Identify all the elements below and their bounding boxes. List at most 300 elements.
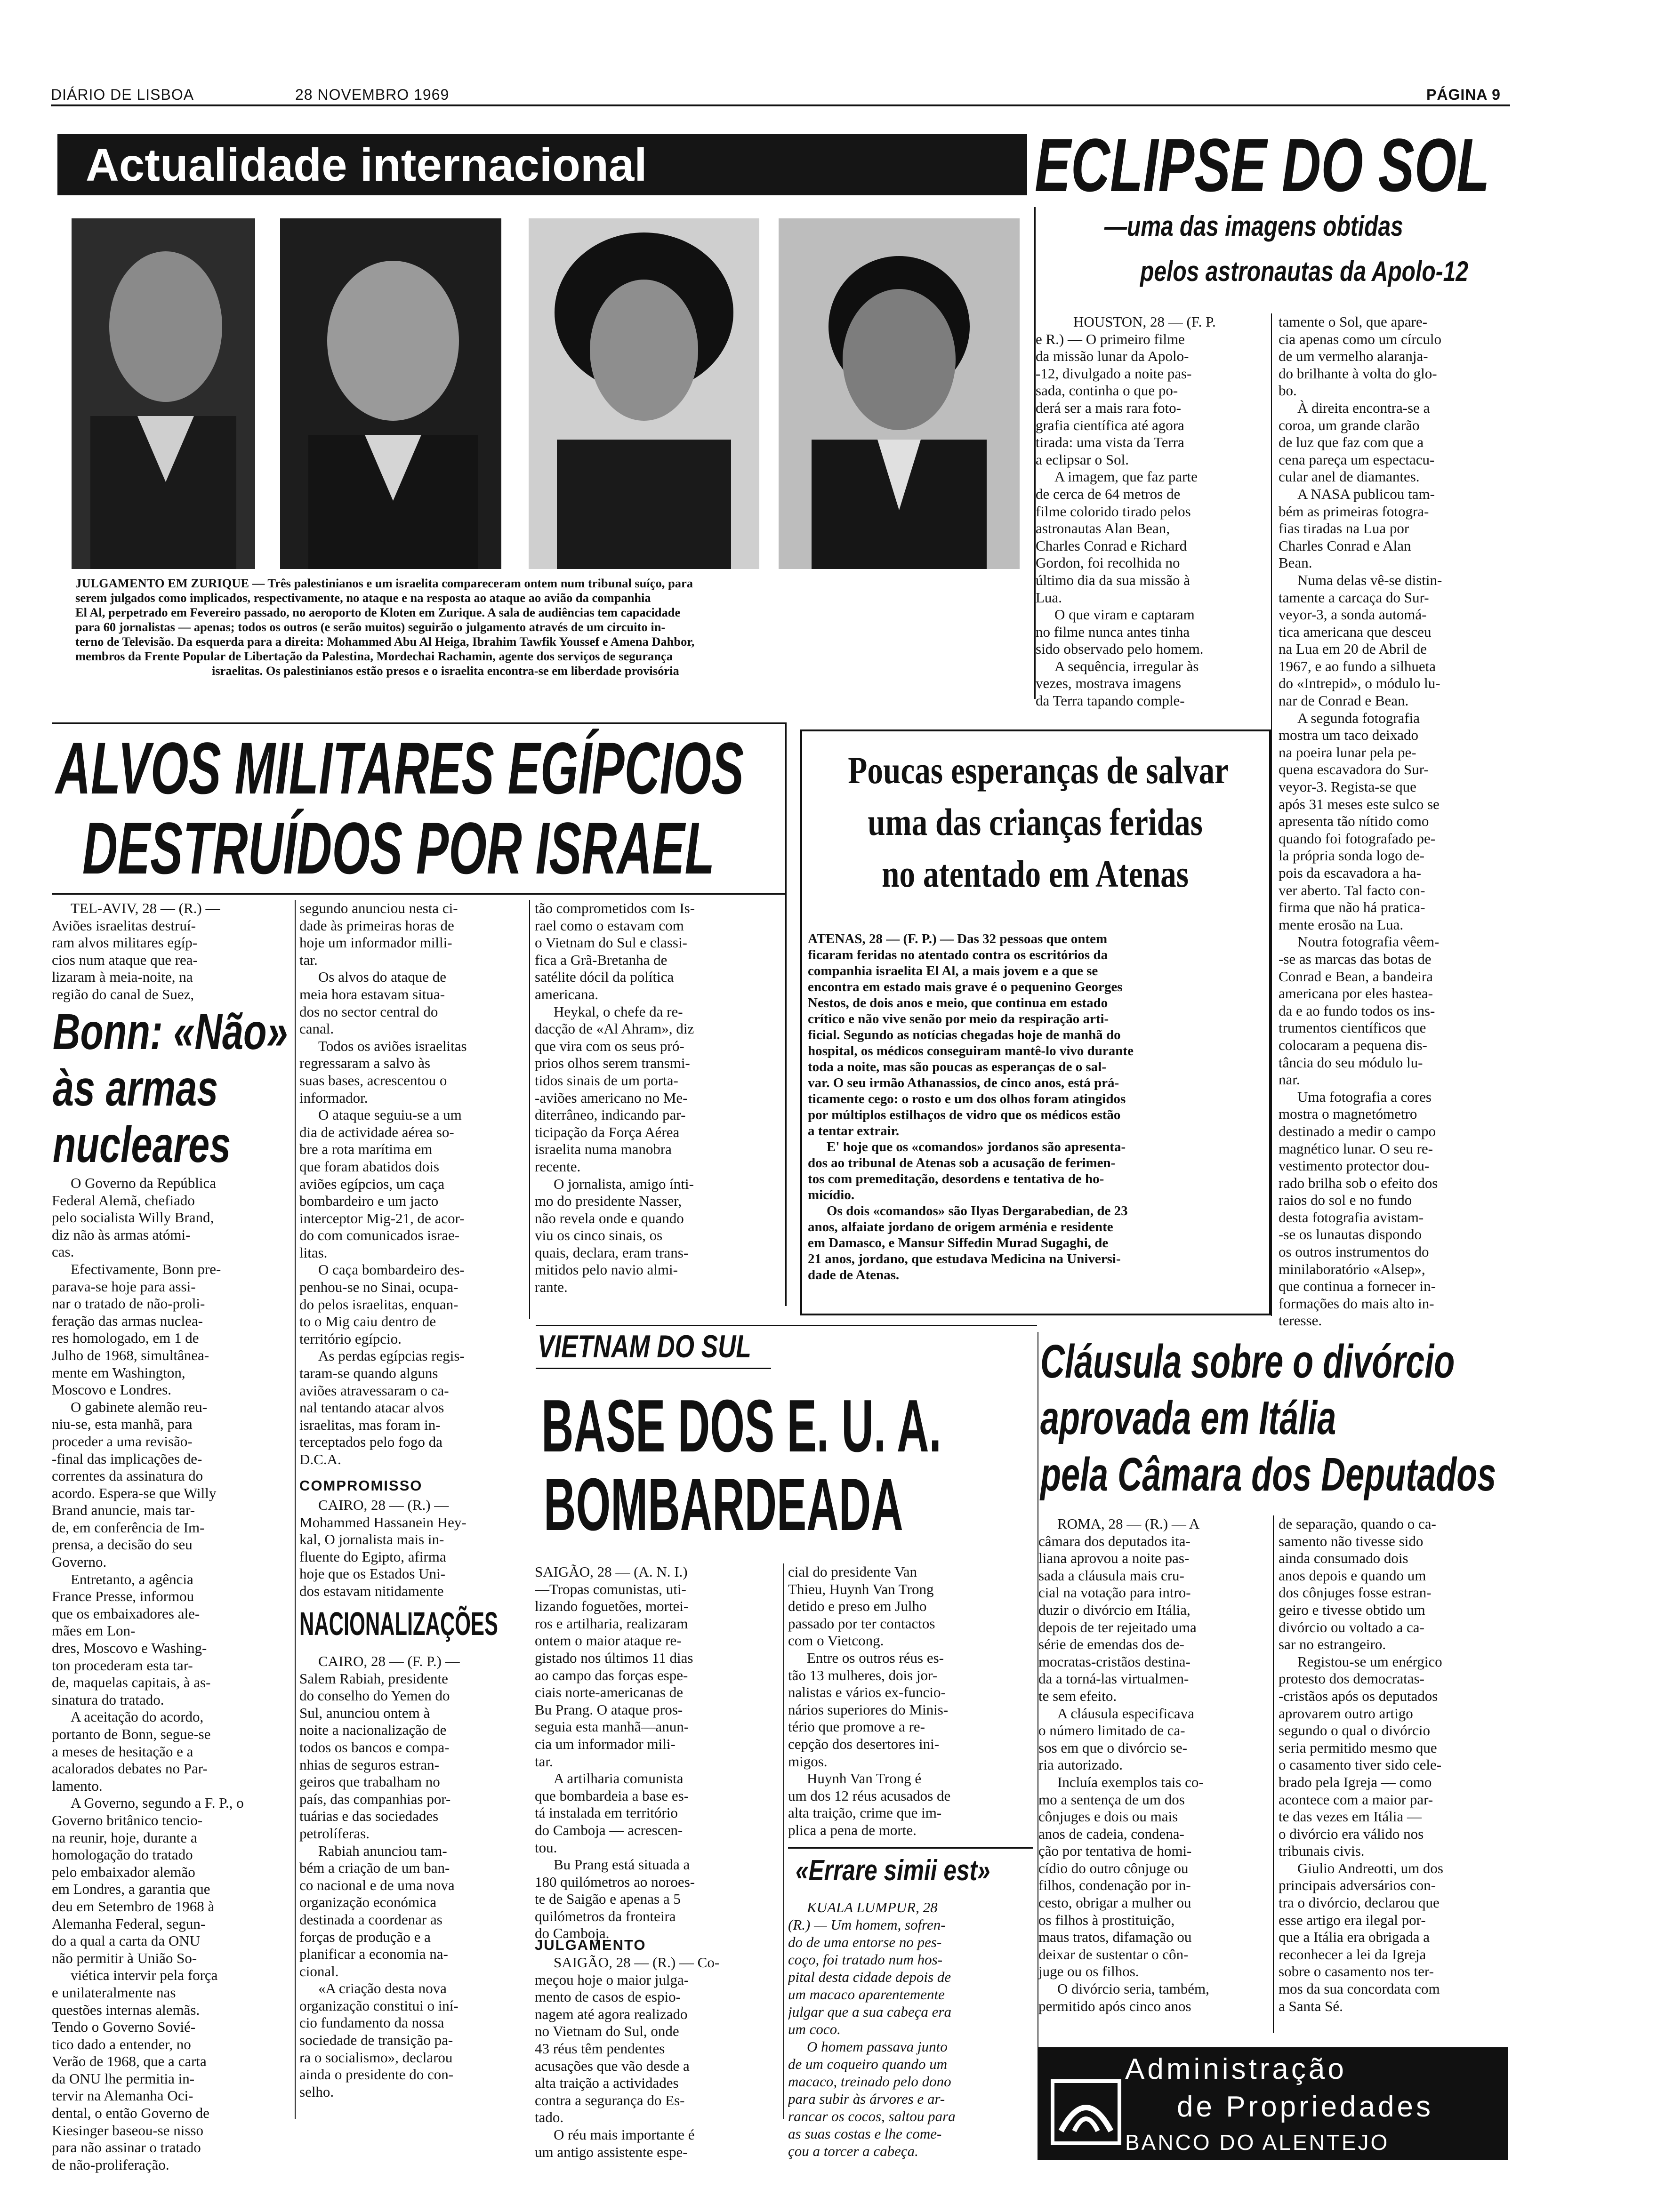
text-line: A Governo, segundo a F. P., o	[71, 1795, 244, 1811]
text-line: por múltiplos estilhaços de vidro que os médicos estão	[808, 1107, 1121, 1122]
text-line: sobre o casamento nos ter-	[1279, 1963, 1434, 1980]
text-line: e unilateralmente nas	[52, 1984, 176, 2001]
text-line: para não assinar o tratado	[52, 2139, 201, 2156]
text-line: feração das armas nuclea-	[52, 1312, 203, 1329]
text-line: do brilhante à volta do glo-	[1279, 365, 1437, 382]
text-line: cônjuges e dois ou mais	[1038, 1808, 1178, 1825]
text-line: da missão lunar da Apolo-	[1036, 348, 1189, 365]
text-line: hoje um informador milli-	[299, 934, 452, 951]
column-rule	[529, 900, 530, 1319]
issue-date: 28 NOVEMBRO 1969	[295, 86, 450, 103]
vietnam-headline-line1: BASE DOS E. U. A.	[541, 1385, 941, 1467]
text-line: ria autorizado.	[1038, 1756, 1123, 1773]
text-line: CAIRO, 28 — (F. P.) —	[318, 1653, 460, 1669]
divorcio-column-1	[1038, 1515, 1269, 2015]
text-line: Thieu, Huynh Van Trong	[788, 1580, 934, 1597]
nacionalizacoes-subhead: NACIONALIZAÇÕES	[299, 1605, 498, 1642]
text-line: dia de actividade aérea so-	[299, 1123, 454, 1140]
text-line: O réu mais importante é	[554, 2126, 695, 2143]
text-line: ficaram feridas no atentado contra os escritórios da	[808, 947, 1108, 962]
text-line: tos com premeditação, desordens e tentativa de ho-	[808, 1171, 1104, 1186]
text-line: sada, continha o que po-	[1036, 382, 1178, 399]
text-line: cia um informador mili-	[535, 1735, 676, 1752]
text-line: encontra em estado mais grave é o pequenino Georges	[808, 979, 1123, 994]
text-line: a Santa Sé.	[1279, 1997, 1343, 2014]
text-line: samento não tivesse sido	[1279, 1532, 1424, 1549]
text-line: toda a noite, mas são poucas as esperanças de o sal-	[808, 1059, 1106, 1074]
israel-column-2	[299, 900, 525, 1468]
text-line: tervir na Alemanha Oci-	[52, 2087, 193, 2104]
text-line: acusações que vão desde a	[535, 2057, 690, 2074]
atenas-headline	[807, 745, 1263, 900]
text-line: satélite dócil da política	[535, 969, 674, 986]
text-line: petrolíferas.	[299, 1825, 370, 1842]
nacionalizacoes-body	[299, 1653, 525, 2100]
text-line: ao campo das forças espe-	[535, 1667, 688, 1683]
text-line: anos, alfaiate jordano de origem arménia e residente	[808, 1219, 1113, 1234]
text-line: «A criação desta nova	[318, 1980, 447, 1997]
text-line: dos estavam nitidamente	[299, 1582, 444, 1599]
text-line: A NASA publicou tam-	[1297, 485, 1435, 502]
text-line: geiro e tivesse obtido um	[1279, 1601, 1425, 1618]
text-line: companhia israelita El Al, a mais jovem e a que se	[808, 963, 1098, 978]
text-line: mostra um taco deixado	[1279, 727, 1418, 744]
text-line: -se os lunautas dispondo	[1279, 1226, 1422, 1243]
text-line: bombardeiro e um jacto	[299, 1193, 439, 1210]
text-line: (R.) — Um homem, sofren-	[788, 1916, 946, 1933]
text-line: seguia esta manhã—anun-	[535, 1718, 689, 1735]
text-line: O caça bombardeiro des-	[318, 1261, 465, 1278]
text-line: de, maquelas capitais, à as-	[52, 1674, 211, 1691]
bonn-body	[52, 1175, 292, 2173]
atenas-body	[808, 931, 1262, 1283]
text-line: tério que promove a re-	[788, 1718, 925, 1735]
text-line: o Vietnam do Sul e classi-	[535, 934, 687, 951]
text-line: Giulio Andreotti, um dos	[1297, 1859, 1443, 1876]
text-line: cesto, obrigar a mulher ou	[1038, 1894, 1191, 1911]
text-line: rancar os cocos, saltou para	[788, 2108, 956, 2124]
text-line: do conselho do Yemen do	[299, 1687, 450, 1704]
israel-bottom-rule	[52, 893, 786, 895]
text-line: em Londres, a garantia que	[52, 1881, 210, 1898]
text-line: rante.	[535, 1279, 568, 1296]
text-line: maus tratos, difamação ou	[1038, 1929, 1192, 1946]
text-line: Conrad e Bean, a bandeira	[1279, 968, 1433, 985]
text-line: do pelos israelitas, enquan-	[299, 1296, 458, 1313]
text-line: segundo anunciou nesta ci-	[299, 900, 458, 916]
text-line: co nacional e de uma nova	[299, 1876, 455, 1893]
text-line: prensa, a decisão do seu	[52, 1536, 193, 1553]
caption-line: terno de Televisão. Da esquerda para a direita: Mohammed Abu Al Heiga, Ibrahim Tawfik Youssef e Amena Dahbor,	[75, 634, 695, 649]
text-line: fias tiradas na Lua por	[1279, 520, 1409, 537]
israel-headline-line1: ALVOS MILITARES EGÍPCIOS	[56, 728, 744, 809]
text-line: cios num ataque que rea-	[52, 951, 198, 968]
text-line: micídio.	[808, 1187, 855, 1202]
text-line: minilaboratório «Alsep»,	[1279, 1260, 1425, 1277]
text-line: mo a sentença de um dos	[1038, 1791, 1185, 1808]
text-line: hoje que os Estados Uni-	[299, 1565, 445, 1582]
text-line: de, em conferência de Im-	[52, 1519, 205, 1536]
text-line: çou a torcer a cabeça.	[788, 2143, 918, 2159]
text-line: a tentar extrair.	[808, 1123, 900, 1138]
text-line: série de emendas dos de-	[1038, 1636, 1184, 1653]
text-line: juge ou os filhos.	[1038, 1963, 1139, 1980]
text-line: último dia da sua missão à	[1036, 571, 1190, 588]
text-line: Os alvos do ataque de	[318, 969, 447, 986]
section-banner-title: Actualidade internacional	[86, 139, 647, 191]
text-line: Nestos, de dois anos e meio, que continua em estado	[808, 995, 1108, 1010]
bonn-headline-line1: Bonn: «Não»	[53, 1003, 288, 1060]
text-line: fica a Grã-Bretanha de	[535, 951, 668, 968]
text-line: o divórcio era válido nos	[1279, 1825, 1424, 1842]
text-line: pelo embaixador alemão	[52, 1863, 195, 1880]
text-line: 1967, e ao fundo a silhueta	[1279, 657, 1436, 674]
ad-line-1: Administração	[1125, 2053, 1347, 2085]
text-line: mento de casos de espio-	[535, 1988, 681, 2005]
text-line: segundo o qual o divórcio	[1279, 1722, 1431, 1739]
text-line: magnético lunar. O seu re-	[1279, 1140, 1433, 1157]
text-line: nhias de seguros estran-	[299, 1756, 439, 1773]
text-line: O jornalista, amigo ínti-	[554, 1175, 694, 1192]
text-line: te das vezes em Itália —	[1279, 1808, 1422, 1825]
text-line: -aviões americano no Me-	[535, 1089, 688, 1106]
text-line: Sul, anunciou ontem à	[299, 1704, 430, 1721]
text-line: sinatura do tratado.	[52, 1691, 164, 1708]
text-line: geiros que trabalham no	[299, 1773, 440, 1790]
text-line: destinada a coordenar as	[299, 1911, 442, 1928]
text-line: no filme nunca antes tinha	[1036, 623, 1190, 640]
text-line: lizaram à meia-noite, na	[52, 969, 193, 986]
text-line: Salem Rabiah, presidente	[299, 1670, 448, 1687]
text-line: grafia científica até agora	[1036, 417, 1184, 433]
errare-headline: «Errare simii est»	[796, 1854, 990, 1887]
text-line: que foram abatidos dois	[299, 1158, 440, 1175]
text-line: niu-se, esta manhã, para	[52, 1416, 193, 1433]
text-line: território egípcio.	[299, 1330, 402, 1347]
text-line: sar no estrangeiro.	[1279, 1636, 1386, 1653]
text-line: migos.	[788, 1753, 828, 1770]
vietnam-label: VIETNAM DO SUL	[538, 1329, 751, 1364]
text-line: portanto de Bonn, segue-se	[52, 1726, 211, 1742]
vietnam-label-rule	[536, 1368, 771, 1369]
text-line: Tendo o Governo Sovié-	[52, 2019, 196, 2036]
text-line: para subir às árvores e ar-	[788, 2091, 945, 2107]
text-line: quando foi fotografado pe-	[1279, 830, 1436, 847]
text-line: Incluía exemplos tais co-	[1057, 1773, 1204, 1790]
text-line: 43 réus têm pendentes	[535, 2040, 665, 2057]
text-line: acalorados debates no Par-	[52, 1760, 208, 1777]
text-line: esse artigo era ilegal por-	[1279, 1911, 1426, 1928]
text-line: nar de Conrad e Bean.	[1279, 692, 1409, 709]
photo-mohammed-abu-al-heiga	[72, 218, 255, 569]
julgamento-subhead: JULGAMENTO	[535, 1937, 646, 1953]
text-line: de um coqueiro quando um	[788, 2056, 948, 2072]
text-line: meçou hoje o maior julga-	[535, 1971, 689, 1988]
text-line: não revela onde e quando	[535, 1210, 684, 1226]
text-line: aviões atravessaram o ca-	[299, 1382, 449, 1399]
text-line: Federal Alemã, chefiado	[52, 1192, 195, 1209]
text-line: planificar a economia na-	[299, 1946, 448, 1963]
text-line: tuárias e das sociedades	[299, 1808, 439, 1825]
text-line: tar.	[535, 1753, 553, 1770]
text-line: sada a cláusula mais cru-	[1038, 1567, 1184, 1584]
text-line: astronautas Alan Bean,	[1036, 520, 1170, 537]
text-line: O Governo da República	[71, 1175, 217, 1191]
text-line: coroa, um grande clarão	[1279, 417, 1420, 433]
text-line: pelo socialista Willy Brand,	[52, 1209, 214, 1226]
text-line: americana.	[535, 986, 599, 1002]
vietnam-top-rule	[536, 1325, 1037, 1326]
text-line: tribunais civis.	[1279, 1843, 1365, 1859]
text-line: O ataque seguiu-se a um	[318, 1106, 462, 1123]
text-line: selho.	[299, 2083, 334, 2100]
text-line: litas.	[299, 1244, 328, 1261]
text-line: D.C.A.	[299, 1451, 341, 1467]
text-line: nar o tratado de não-proli-	[52, 1295, 205, 1312]
text-line: sido observado pelo homem.	[1036, 641, 1204, 657]
julgamento-body	[535, 1954, 780, 2161]
text-line: hospital, os médicos conseguiram mantê-lo vivo durante	[808, 1043, 1134, 1058]
text-line: do Camboja — acrescen-	[535, 1821, 683, 1838]
text-line: israelitas, mas foram in-	[299, 1416, 441, 1433]
text-line: -final das implicações de-	[52, 1450, 202, 1467]
israel-column-1	[52, 900, 292, 1003]
text-line: ATENAS, 28 — (F. P.) — Das 32 pessoas que ontem	[808, 931, 1108, 946]
text-line: Numa delas vê-se distin-	[1297, 571, 1442, 588]
text-line: tidos sinais de um porta-	[535, 1072, 678, 1089]
israel-column-3	[535, 900, 780, 1296]
text-line: bém a criação de um ban-	[299, 1859, 450, 1876]
text-line: ticipação da Força Aérea	[535, 1123, 680, 1140]
text-line: O gabinete alemão reu-	[71, 1398, 208, 1415]
text-line: pital desta cidade depois de	[788, 1969, 951, 1985]
text-line: Governo.	[52, 1554, 107, 1571]
text-line: mostra o magnetómetro	[1279, 1106, 1417, 1122]
text-line: cial na votação para intro-	[1038, 1584, 1191, 1601]
column-rule	[1273, 1515, 1274, 2033]
text-line: dade às primeiras horas de	[299, 917, 454, 934]
text-line: aviões egípcios, um caça	[299, 1175, 445, 1192]
vietnam-column-1	[535, 1563, 780, 1942]
israel-top-rule	[52, 722, 786, 724]
text-line: France Presse, informou	[52, 1588, 194, 1605]
text-line: tirada: uma vista da Terra	[1036, 434, 1184, 451]
text-line: todos os bancos e compa-	[299, 1739, 450, 1755]
text-line: na reunir, hoje, durante a	[52, 1829, 197, 1846]
text-line: tão comprometidos com Is-	[535, 900, 695, 916]
text-line: mente em Washington,	[52, 1364, 185, 1381]
compromisso-body	[299, 1497, 525, 1600]
text-line: de não-proliferação.	[52, 2156, 169, 2173]
text-line: Uma fotografia a cores	[1297, 1088, 1432, 1105]
text-line: ROMA, 28 — (R.) — A	[1057, 1515, 1200, 1532]
errare-body	[788, 1899, 1033, 2160]
text-line: organização constitui o iní-	[299, 1997, 458, 2014]
eclipse-subtitle-1: —uma das imagens obtidas	[1104, 210, 1403, 242]
vietnam-column-2	[788, 1563, 1033, 1839]
text-line: mães em Lon-	[52, 1622, 136, 1639]
text-line: Todos os aviões israelitas	[318, 1037, 467, 1054]
text-line: quena escavadora do Sur-	[1279, 761, 1429, 778]
caption-line: israelitas. Os palestinianos estão presos e o israelita encontra-se em liberdade provisória	[212, 664, 679, 678]
text-line: aprovarem outro artigo	[1279, 1705, 1413, 1722]
text-line: um antigo assistente espe-	[535, 2143, 688, 2160]
text-line: interceptor Mig-21, de acor-	[299, 1210, 465, 1226]
text-line: do a qual a carta da ONU	[52, 1932, 201, 1949]
text-line: ção por tentativa de homi-	[1038, 1843, 1192, 1859]
text-line: O divórcio seria, também,	[1057, 1980, 1209, 1997]
text-line: noite a nacionalização de	[299, 1722, 447, 1739]
text-line: Brand anuncie, mais tar-	[52, 1502, 195, 1519]
text-line: ciais norte-americanas de	[535, 1684, 683, 1701]
text-line: pois da escavadora a ha-	[1279, 865, 1421, 881]
eclipse-column-2	[1279, 313, 1509, 1330]
text-line: penhou-se no Sinai, ocupa-	[299, 1279, 458, 1296]
text-line: câmara dos deputados ita-	[1038, 1532, 1190, 1549]
text-line: seria permitido mesmo que	[1279, 1739, 1437, 1756]
text-line: do com comunicados israe-	[299, 1227, 460, 1244]
text-line: colocaram a pequena dis-	[1279, 1036, 1427, 1053]
text-line: filme colorido tirado pelos	[1036, 503, 1191, 520]
text-line: Noutra fotografia vêem-	[1297, 933, 1440, 950]
text-line: que os embaixadores ale-	[52, 1605, 200, 1622]
text-line: A imagem, que faz parte	[1054, 468, 1198, 485]
text-line: Bu Prang está situada a	[554, 1856, 690, 1873]
text-line: julgar que a sua cabeça era	[788, 2004, 951, 2020]
text-line: informador.	[299, 1089, 368, 1106]
text-line: crítico e não vive senão por meio da respiração arti-	[808, 1011, 1109, 1026]
text-line: mos da sua concordata com	[1279, 1980, 1440, 1997]
text-line: do «Intrepid», o módulo lu-	[1279, 675, 1440, 692]
text-line: coço, foi tratado num hos-	[788, 1951, 943, 1968]
text-line: alta traição, crime que im-	[788, 1804, 942, 1821]
text-line: dental, o então Governo de	[52, 2105, 209, 2122]
text-line: depois de ter rejeitado uma	[1038, 1619, 1197, 1635]
text-line: -se as marcas das botas de	[1279, 950, 1432, 967]
text-line: Entretanto, a agência	[71, 1571, 193, 1587]
text-line: na Lua em 20 de Abril de	[1279, 641, 1427, 657]
text-line: correntes da assinatura do	[52, 1467, 203, 1484]
text-line: macaco, treinado pelo dono	[788, 2073, 951, 2090]
text-line: tra o divórcio, declarou que	[1279, 1894, 1440, 1911]
text-line: na poeira lunar pela pe-	[1279, 744, 1416, 761]
text-line: tão 13 mulheres, dois jor-	[788, 1667, 938, 1683]
text-line: veyor-3, a sonda automá-	[1279, 606, 1427, 623]
text-line: desta fotografia avistam-	[1279, 1209, 1424, 1226]
text-line: da a torná-las virtualmen-	[1038, 1670, 1189, 1687]
text-line: contra a segurança do Es-	[535, 2092, 685, 2108]
text-line: dos no sector central do	[299, 1003, 438, 1020]
text-line: -cristãos após os deputados	[1279, 1687, 1438, 1704]
text-line: A sequência, irregular às	[1054, 657, 1199, 674]
text-line: que bombardeia a base es-	[535, 1787, 689, 1804]
text-line: meia hora estavam situa-	[299, 986, 445, 1002]
bonn-headline-line2: às armas	[53, 1059, 218, 1116]
text-line: formações do mais alto in-	[1279, 1295, 1434, 1312]
text-line: Heykal, o chefe da re-	[554, 1003, 683, 1020]
text-line: Charles Conrad e Richard	[1036, 537, 1187, 554]
text-line: ton procederam esta tar-	[52, 1657, 193, 1674]
text-line: E' hoje que os «comandos» jordanos são apresenta-	[827, 1139, 1126, 1154]
text-line: duzir o divórcio em Itália,	[1038, 1601, 1190, 1618]
text-line: Bean.	[1279, 554, 1312, 571]
text-line: cial do presidente Van	[788, 1563, 917, 1580]
text-line: tou.	[535, 1839, 557, 1856]
text-line: Aviões israelitas destruí-	[52, 917, 196, 934]
text-line: cena pareça um espectacu-	[1279, 451, 1435, 468]
text-line: deu em Setembro de 1968 à	[52, 1898, 215, 1915]
compromisso-subhead: COMPROMISSO	[299, 1477, 423, 1494]
column-rule	[295, 900, 296, 2119]
text-line: var. O seu irmão Athanassios, de cinco anos, está prá-	[808, 1075, 1119, 1090]
caption-line: JULGAMENTO EM ZURIQUE — Três palestinianos e um israelita compareceram ontem num tribunal suíço, para	[75, 576, 693, 590]
text-line: questões internas alemãs.	[52, 2001, 200, 2018]
text-line: que continua a fornecer in-	[1279, 1278, 1436, 1295]
ad-line-2: de Propriedades	[1177, 2091, 1433, 2123]
text-line: que a Itália era obrigada a	[1279, 1929, 1430, 1946]
text-line: ram alvos militares egíp-	[52, 934, 198, 951]
text-line: nagem até agora realizado	[535, 2005, 688, 2022]
text-line: com o Vietcong.	[788, 1632, 884, 1649]
israel-headline-line2: DESTRUÍDOS POR ISRAEL	[82, 808, 715, 890]
text-line: cia apenas como um círculo	[1279, 330, 1442, 347]
text-line: no Vietnam do Sul, onde	[535, 2023, 679, 2040]
text-line: da e ao fundo todos os ins-	[1279, 1002, 1435, 1019]
text-line: viu os cinco sinais, os	[535, 1227, 663, 1244]
text-line: Gordon, foi recolhida no	[1036, 554, 1180, 571]
text-line: brado pela Igreja — como	[1279, 1773, 1432, 1790]
atenas-headline-line: uma das crianças feridas	[868, 801, 1203, 843]
text-line: Verão de 1968, que a carta	[52, 2053, 207, 2070]
text-line: nar.	[1279, 1071, 1300, 1088]
text-line: em Damasco, e Mansur Siffedin Murad Sugaghi, de	[808, 1235, 1109, 1250]
text-line: -12, divulgado a noite pas-	[1036, 365, 1192, 382]
text-line: de separação, quando o ca-	[1279, 1515, 1436, 1532]
text-line: vezes, mostrava imagens	[1036, 675, 1182, 692]
text-line: que vira com os seus pró-	[535, 1037, 684, 1054]
text-line: Alemanha Federal, segun-	[52, 1915, 206, 1932]
text-line: la própria sonda logo de-	[1279, 847, 1424, 864]
text-line: tar.	[299, 951, 318, 968]
text-line: americana por eles hastea-	[1279, 985, 1433, 1002]
text-line: o casamento tiver sido cele-	[1279, 1756, 1442, 1773]
header-rule	[51, 104, 1510, 106]
text-line: ainda o presidente do con-	[299, 2066, 454, 2083]
ad-line-3: BANCO DO ALENTEJO	[1125, 2130, 1390, 2155]
text-line: passado por ter contactos	[788, 1615, 935, 1632]
text-line: À direita encontra-se a	[1297, 399, 1430, 416]
text-line: SAIGÃO, 28 — (R.) — Co-	[554, 1954, 720, 1971]
text-line: tamente o Sol, que apare-	[1279, 313, 1427, 330]
photo-amena-dahbor	[529, 218, 759, 569]
text-line: filhos, condenação por in-	[1038, 1877, 1191, 1894]
text-line: dacção de «Al Ahram», diz	[535, 1020, 694, 1037]
text-line: recente.	[535, 1158, 581, 1175]
text-line: proceder a uma revisão-	[52, 1433, 193, 1450]
text-line: ra o socialismo», declarou	[299, 2049, 453, 2066]
text-line: trumentos científicos que	[1279, 1019, 1426, 1036]
text-line: A artilharia comunista	[554, 1770, 684, 1787]
text-line: divórcio ou voltado a ca-	[1279, 1619, 1424, 1635]
text-line: terceptados pelo fogo da	[299, 1434, 442, 1451]
text-line: cepção dos desertores ini-	[788, 1735, 940, 1752]
text-line: organização económica	[299, 1894, 437, 1911]
caption-line: El Al, perpetrado em Fevereiro passado, no aeroporto de Kloten em Zurique. A sala de audiências tem capacidade	[75, 605, 681, 619]
text-line: firma que não há pratica-	[1279, 899, 1425, 916]
text-line: te de Saigão e apenas a 5	[535, 1891, 681, 1907]
text-line: O que viram e captaram	[1054, 606, 1195, 623]
text-line: mocratas-cristãos destina-	[1038, 1653, 1190, 1670]
